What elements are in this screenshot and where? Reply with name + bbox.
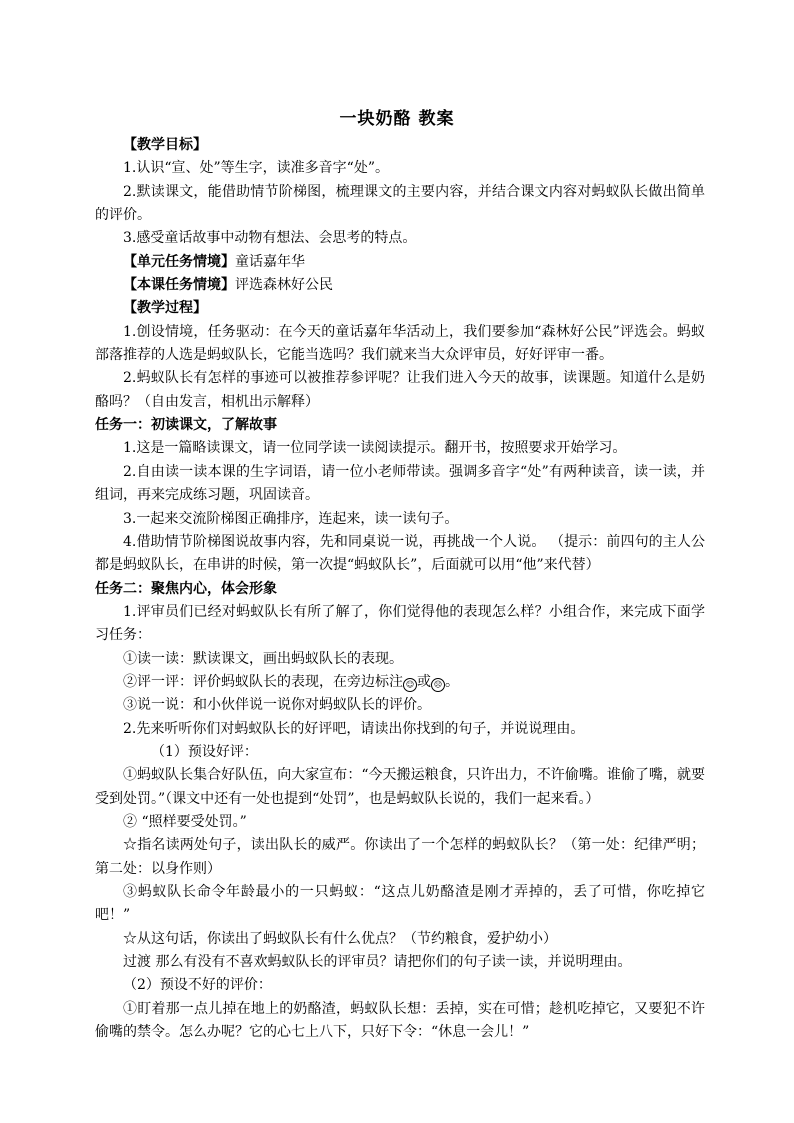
task2-heading: 任务二：聚焦内心，体会形象 [95,580,277,597]
bad-review-item: ①盯着那一点儿掉在地上的奶酪渣，蚂蚁队长想：丢掉，实在可惜；趁机吃掉它，又要犯不许偷嘴的禁令。怎么办呢？它的心七上八下，只好下令：“休息一会儿！” [95,1000,705,1041]
good-review-note: ☆从这句话，你读出了蚂蚁队长有什么优点？（节约粮食，爱护幼小） [123,930,557,947]
unit-context [95,251,705,274]
task1-item: 4.借助情节阶梯图说故事内容，先和同桌说一说，再挑战一个人说。 （提示：前四句的主人公都是蚂蚁队长，在串讲的时候，第一次提“蚂蚁队长”，后面就可以用“他”来代替） [95,533,705,574]
task2-step [95,671,705,694]
objective-item: 3.感受童话故事中动物有想法、会思考的特点。 [123,230,417,247]
objective-item: 1.认识“宣、处”等生字，读准多音字“处”。 [123,160,389,177]
task1-item: 1.这是一篇略读课文，请一位同学读一读阅读提示。翻开书，按照要求开始学习。 [123,440,627,457]
process-heading: 【教学过程】 [123,300,207,317]
good-review-item: ①蚂蚁队长集合好队伍，向大家宣布：“今天搬运粮食，只许出力，不许偷嘴。谁偷了嘴，就要受到处罚。”（课文中还有一处也提到“处罚”，也是蚂蚁队长说的，我们一起来看。） [95,767,705,807]
lesson-body [95,134,705,1044]
task2-step: ③说一说：和小伙伴说一说你对蚂蚁队长的评价。 [123,697,431,714]
task2-intro: 1.评审员们已经对蚂蚁队长有所了解了，你们觉得他的表现怎么样？小组合作，来完成下面学习任务： [95,603,705,644]
good-review-item: ③蚂蚁队长命令年龄最小的一只蚂蚁：“这点儿奶酪渣是刚才弄掉的，丢了可惜，你吃掉它吧！” [95,884,705,924]
process-item: 1.创设情境，任务驱动：在今天的童话嘉年华活动上，我们要参加“森林好公民”评选会。蚂蚁部落推荐的人选是蚂蚁队长，它能当选吗？我们就来当大众评审员，好好评审一番。 [95,323,705,364]
task1-item: 3.一起来交流阶梯图正确排序，连起来，读一读句子。 [123,510,459,527]
good-review-heading: （1）预设好评： [151,743,258,760]
objective-item: 2.默读课文，能借助情节阶梯图，梳理课文的主要内容，并结合课文内容对蚂蚁队长做出简单的评价。 [95,183,705,224]
objectives-heading: 【教学目标】 [123,137,207,153]
transition-text: 过渡 那么有没有不喜欢蚂蚁队长的评审员？请把你们的句子读一读，并说明理由。 [123,954,632,971]
good-review-note: ☆指名读两处句子，读出队长的威严。你读出了一个怎样的蚂蚁队长？（第一处：纪律严明；第二处：以身作则） [95,837,705,877]
lesson-context-value: 评选森林好公民 [235,277,333,294]
unit-context-label: 【单元任务情境】 [123,253,235,270]
step2-text: ②评一评：评价蚂蚁队长的表现，在旁边标注 [123,673,403,690]
task1-item: 2.自由读一读本课的生字词语，请一位小老师带读。强调多音字“处”有两种读音，读一读，并组词，再来完成练习题，巩固读音。 [95,463,705,504]
smile-face-icon: ☺ [403,678,417,692]
task2-step: ①读一读：默读课文，画出蚂蚁队长的表现。 [123,650,403,667]
frown-face-icon: ☹ [431,678,445,692]
lesson-context-label: 【本课任务情境】 [123,277,235,294]
bad-review-heading: （2）预设不好的评价： [123,977,272,994]
lesson-context [95,274,705,297]
task1-heading: 任务一：初读课文，了解故事 [95,417,277,434]
step2-or: 或 [417,673,431,690]
good-review-item: ② “照样要受处罚。” [123,813,247,830]
process-item: 2.蚂蚁队长有怎样的事迹可以被推荐参评呢？让我们进入今天的故事，读课题。知道什么是奶酪吗？（自由发言，相机出示解释） [95,370,705,410]
page-title: 一块奶酪 教案 [339,109,455,129]
task2-share: 2.先来听听你们对蚂蚁队长的好评吧，请读出你找到的句子，并说说理由。 [123,720,585,737]
step2-end: 。 [445,673,459,690]
unit-context-value: 童话嘉年华 [235,253,305,270]
